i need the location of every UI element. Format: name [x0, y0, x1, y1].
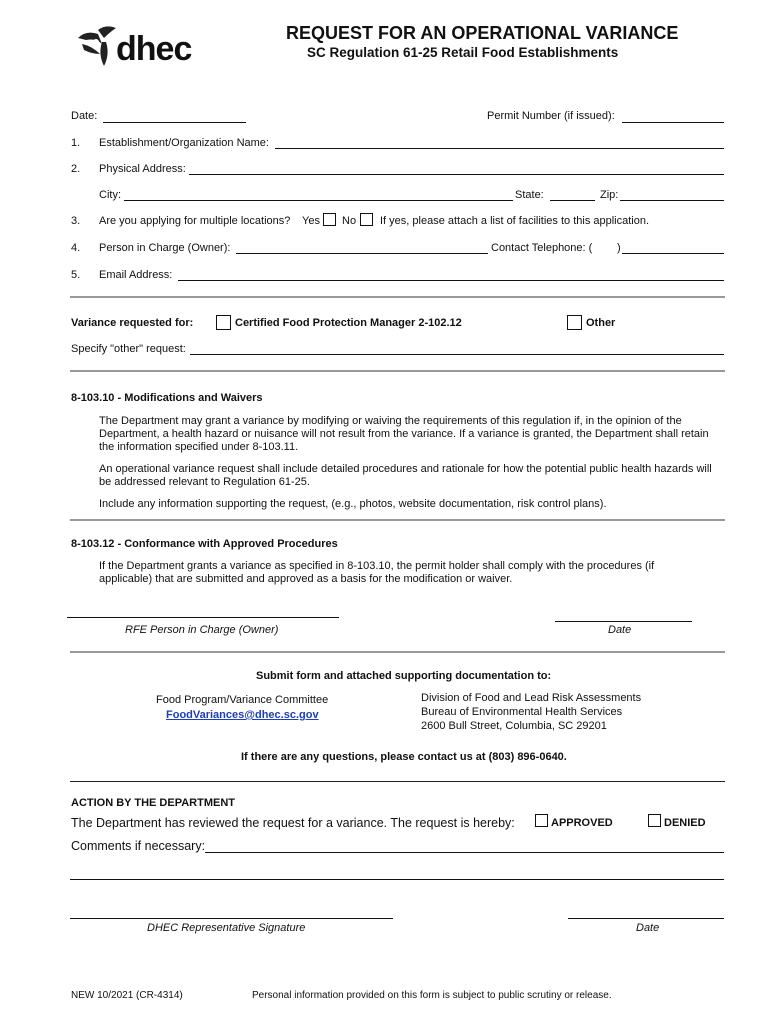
approved-checkbox[interactable] [535, 814, 548, 827]
divider [70, 370, 725, 372]
dhec-date-label: Date [636, 922, 660, 934]
action-heading: ACTION BY THE DEPARTMENT [71, 797, 235, 809]
telephone-field[interactable] [622, 253, 724, 254]
dhec-signature-label: DHEC Representative Signature [147, 922, 306, 934]
item-number: 1. [71, 137, 81, 149]
item-number: 2. [71, 163, 81, 175]
form-code: NEW 10/2021 (CR-4314) [71, 990, 183, 1001]
dhec-signature-field[interactable] [70, 918, 393, 919]
zip-field[interactable] [620, 200, 724, 201]
section-paragraph: An operational variance request shall include detailed procedures and rationale for how the potential public health hazards will be addressed relevant to Regulation 61-25. [99, 463, 712, 488]
other-checkbox[interactable] [567, 315, 582, 330]
date-label: Date: [71, 110, 98, 122]
zip-label: Zip: [600, 189, 619, 201]
permit-field[interactable] [622, 122, 724, 123]
yes-checkbox[interactable] [323, 213, 336, 226]
state-label: State: [515, 189, 544, 201]
section-heading: 8-103.10 - Modifications and Waivers [71, 392, 263, 404]
specify-other-label: Specify "other" request: [71, 343, 186, 355]
comments-field[interactable] [205, 852, 724, 853]
divider [70, 781, 725, 782]
telephone-paren: ) [617, 242, 621, 254]
cfpm-checkbox[interactable] [216, 315, 231, 330]
date-field[interactable] [103, 122, 246, 123]
physical-address-label: Physical Address: [99, 163, 186, 175]
logo-text: dhec [116, 30, 192, 68]
other-label: Other [586, 317, 616, 329]
questions-contact: If there are any questions, please contact us at (803) 896-0640. [241, 751, 567, 763]
dhec-logo [76, 24, 196, 70]
bureau-name: Bureau of Environmental Health Services [421, 706, 623, 718]
cfpm-label: Certified Food Protection Manager 2-102.12 [235, 317, 462, 329]
establishment-field[interactable] [275, 148, 724, 149]
permit-label: Permit Number (if issued): [487, 110, 615, 122]
section-paragraph: If the Department grants a variance as specified in 8-103.10, the permit holder shall comply with the procedures (if applicable) that are submitted and approved as a basis for the modification or waiver. [99, 560, 655, 585]
privacy-note: Personal information provided on this form is subject to public scrutiny or release. [252, 990, 612, 1001]
physical-address-field[interactable] [189, 174, 724, 175]
dhec-date-field[interactable] [568, 918, 724, 919]
divider [70, 651, 725, 653]
page-subtitle: SC Regulation 61-25 Retail Food Establishments [307, 45, 619, 60]
telephone-label: Contact Telephone: ( [491, 242, 593, 254]
section-paragraph: Include any information supporting the request, (e.g., photos, website documentation, risk control plans). [99, 498, 607, 510]
no-label: No [342, 215, 357, 227]
owner-signature-label: RFE Person in Charge (Owner) [125, 624, 279, 636]
section-paragraph: The Department may grant a variance by modifying or waiving the requirements of this regulation if, in the opinion of the Department, a health hazard or nuisance will not result from the variance. If a variance is granted, the Department shall retain the information specified under 8-103.11. [99, 415, 709, 453]
submit-heading: Submit form and attached supporting documentation to: [256, 670, 552, 682]
item-number: 4. [71, 242, 81, 254]
division-name: Division of Food and Lead Risk Assessments [421, 692, 642, 704]
divider [70, 296, 725, 298]
no-checkbox[interactable] [360, 213, 373, 226]
state-field[interactable] [550, 200, 595, 201]
person-in-charge-label: Person in Charge (Owner): [99, 242, 231, 254]
person-in-charge-field[interactable] [236, 253, 488, 254]
denied-label: DENIED [664, 817, 706, 829]
establishment-label: Establishment/Organization Name: [99, 137, 269, 149]
denied-checkbox[interactable] [648, 814, 661, 827]
yes-label: Yes [302, 215, 320, 227]
owner-date-label: Date [608, 624, 632, 636]
item-number: 3. [71, 215, 81, 227]
specify-other-field[interactable] [190, 354, 724, 355]
multi-location-question: Are you applying for multiple locations? [99, 215, 291, 227]
owner-signature-field[interactable] [67, 617, 339, 618]
city-label: City: [99, 189, 121, 201]
committee-email-link[interactable]: FoodVariances@dhec.sc.gov [166, 709, 319, 721]
comments-label: Comments if necessary: [71, 839, 206, 853]
street-address: 2600 Bull Street, Columbia, SC 29201 [421, 720, 607, 732]
approved-label: APPROVED [551, 817, 613, 829]
divider [70, 519, 725, 521]
section-heading: 8-103.12 - Conformance with Approved Procedures [71, 538, 338, 550]
owner-date-field[interactable] [555, 621, 692, 622]
page-title: REQUEST FOR AN OPERATIONAL VARIANCE [286, 23, 679, 43]
multi-location-note: If yes, please attach a list of facilities to this application. [380, 215, 650, 227]
variance-label: Variance requested for: [71, 317, 194, 329]
action-statement: The Department has reviewed the request for a variance. The request is hereby: [71, 816, 515, 830]
comments-field-line2[interactable] [70, 879, 724, 880]
item-number: 5. [71, 269, 81, 281]
email-label: Email Address: [99, 269, 173, 281]
committee-name: Food Program/Variance Committee [156, 694, 329, 706]
city-field[interactable] [124, 200, 513, 201]
email-field[interactable] [178, 280, 724, 281]
